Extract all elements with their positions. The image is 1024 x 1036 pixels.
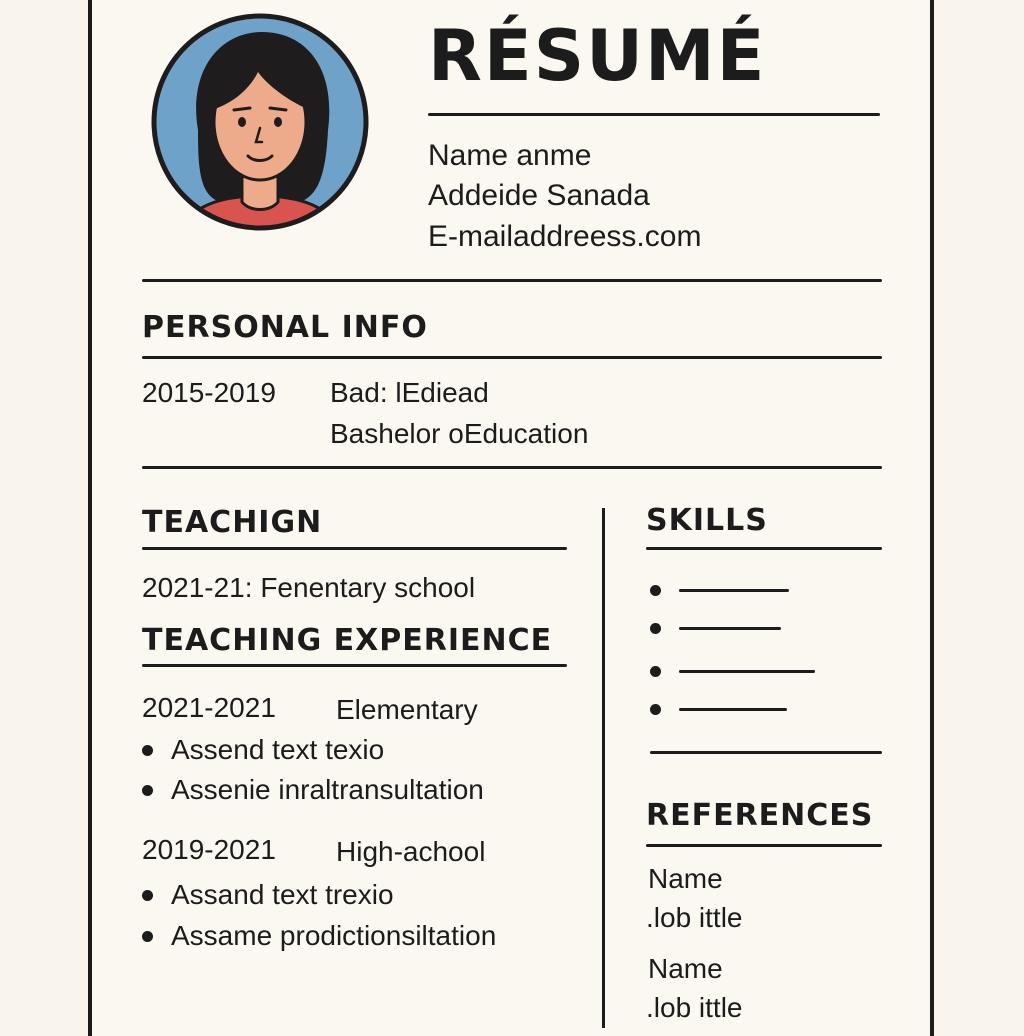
skill-item bbox=[650, 585, 789, 596]
references-divider bbox=[646, 844, 882, 847]
section-divider bbox=[142, 466, 882, 469]
skill-placeholder-line bbox=[679, 589, 789, 592]
bullet-icon bbox=[650, 623, 661, 634]
experience-divider bbox=[142, 664, 567, 667]
personal-info-line1: Bad: lEdiead bbox=[330, 377, 489, 408]
reference-title: .lob ittle bbox=[646, 902, 743, 933]
job-bullet-text: Assand text trexio bbox=[171, 879, 394, 910]
job-years: 2021-2021 bbox=[142, 692, 276, 723]
bullet-icon bbox=[142, 745, 153, 756]
job-bullet-text: Assenie inraltransultation bbox=[171, 774, 484, 805]
job-bullet bbox=[142, 877, 394, 913]
reference-name: Name bbox=[648, 863, 723, 894]
job-bullet bbox=[142, 732, 384, 768]
skill-item bbox=[650, 623, 781, 634]
skills-divider bbox=[646, 547, 882, 550]
bullet-icon bbox=[142, 931, 153, 942]
reference-name: Name bbox=[648, 953, 723, 984]
contact-name: Name anme bbox=[428, 139, 592, 172]
experience-heading: TEACHING EXPERIENCE bbox=[142, 623, 553, 658]
contact-email: E-mailaddreess.com bbox=[428, 220, 702, 253]
teaching-entry: 2021-21: Fenentary school bbox=[142, 572, 476, 603]
skill-item bbox=[650, 704, 787, 715]
reference-title: .lob ittle bbox=[646, 992, 743, 1023]
skill-placeholder-line bbox=[679, 670, 815, 673]
skills-heading: SKILLS bbox=[646, 503, 768, 538]
personal-info-divider bbox=[142, 356, 882, 359]
job-bullet-text: Assame prodictionsiltation bbox=[171, 920, 497, 951]
job-years: 2019-2021 bbox=[142, 834, 276, 865]
header-divider bbox=[142, 279, 882, 282]
contact-address: Addeide Sanada bbox=[428, 179, 650, 212]
skills-bottom-divider bbox=[650, 751, 882, 754]
teaching-heading: TEACHIGN bbox=[142, 505, 323, 540]
job-place: Elementary bbox=[336, 694, 478, 725]
bullet-icon bbox=[142, 785, 153, 796]
personal-info-heading: PERSONAL INFO bbox=[142, 310, 428, 345]
personal-info-years: 2015-2019 bbox=[142, 377, 276, 408]
bullet-icon bbox=[650, 585, 661, 596]
job-bullet bbox=[142, 918, 496, 954]
bullet-icon bbox=[142, 890, 153, 901]
personal-info-line2: Bashelor oEducation bbox=[330, 418, 589, 449]
job-bullet-text: Assend text texio bbox=[171, 734, 385, 765]
title-divider bbox=[428, 113, 880, 116]
profile-avatar-icon bbox=[150, 10, 370, 234]
teaching-divider bbox=[142, 547, 567, 550]
skill-placeholder-line bbox=[679, 627, 781, 630]
column-divider bbox=[602, 508, 605, 1028]
bullet-icon bbox=[650, 666, 661, 677]
job-bullet bbox=[142, 772, 484, 808]
references-heading: REFERENCES bbox=[646, 798, 874, 833]
bullet-icon bbox=[650, 704, 661, 715]
resume-title: RÉSUMÉ bbox=[428, 15, 767, 97]
job-place: High-achool bbox=[336, 836, 486, 867]
skill-placeholder-line bbox=[679, 708, 787, 711]
skill-item bbox=[650, 666, 815, 677]
